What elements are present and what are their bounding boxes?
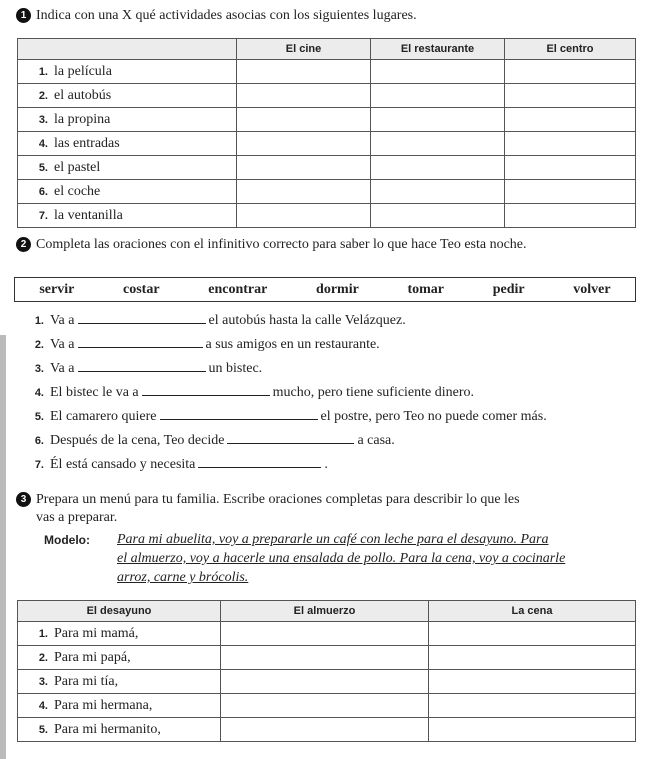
model-label: Modelo: xyxy=(44,533,90,547)
answer-cell-cena[interactable] xyxy=(429,670,636,694)
row-text: la película xyxy=(54,63,112,79)
row-number: 4. xyxy=(38,137,48,150)
sentence-end: . xyxy=(324,457,328,472)
sentence-end: a sus amigos en un restaurante. xyxy=(205,337,380,352)
row-number: 7. xyxy=(38,209,48,222)
sentence-number: 3. xyxy=(34,363,44,375)
sentence xyxy=(26,335,380,354)
table-row xyxy=(18,156,636,180)
instruction-text: Completa las oraciones con el infinitivo correcto para saber lo que hace Teo esta noche. xyxy=(36,237,527,252)
answer-cell-cine[interactable] xyxy=(237,156,371,180)
table-row xyxy=(18,180,636,204)
exercise-badge: 2 xyxy=(16,237,31,252)
activities-table xyxy=(17,38,636,228)
header-almuerzo: El almuerzo xyxy=(221,601,429,622)
row-number: 5. xyxy=(38,723,48,736)
row-label xyxy=(18,646,221,670)
row-label xyxy=(18,670,221,694)
sentence-end: el autobús hasta la calle Velázquez. xyxy=(208,313,406,328)
answer-cell-cine[interactable] xyxy=(237,204,371,228)
exercise-2-instruction xyxy=(16,236,527,254)
header-blank xyxy=(18,39,237,60)
answer-cell-cena[interactable] xyxy=(429,622,636,646)
row-number: 2. xyxy=(38,651,48,664)
sentence-start: Va a xyxy=(50,337,75,352)
answer-cell-cine[interactable] xyxy=(237,132,371,156)
answer-cell-almuerzo[interactable] xyxy=(221,718,429,742)
answer-blank[interactable] xyxy=(78,335,203,348)
answer-cell-restaurante[interactable] xyxy=(371,84,505,108)
answer-cell-cine[interactable] xyxy=(237,84,371,108)
answer-cell-almuerzo[interactable] xyxy=(221,646,429,670)
answer-cell-centro[interactable] xyxy=(505,60,636,84)
word-bank-item: dormir xyxy=(316,281,359,297)
row-text: el coche xyxy=(54,183,101,199)
answer-cell-almuerzo[interactable] xyxy=(221,670,429,694)
exercise-3-instruction xyxy=(16,491,520,509)
answer-blank[interactable] xyxy=(227,431,354,444)
exercise-badge: 1 xyxy=(16,8,31,23)
instruction-text: Prepara un menú para tu familia. Escribe oraciones completas para describir lo que les xyxy=(36,492,520,507)
page-edge-bar xyxy=(0,335,6,759)
word-bank-item: costar xyxy=(123,281,160,297)
sentence-start: El camarero quiere xyxy=(50,409,157,424)
sentence-number: 5. xyxy=(34,411,44,423)
answer-cell-centro[interactable] xyxy=(505,180,636,204)
row-text: Para mi tía, xyxy=(54,673,119,689)
row-text: la propina xyxy=(54,111,111,127)
answer-cell-centro[interactable] xyxy=(505,84,636,108)
row-label xyxy=(18,694,221,718)
sentence xyxy=(26,431,395,450)
answer-cell-cena[interactable] xyxy=(429,694,636,718)
word-bank-item: volver xyxy=(573,281,611,297)
sentence-number: 2. xyxy=(34,339,44,351)
sentence-start: Va a xyxy=(50,313,75,328)
answer-blank[interactable] xyxy=(142,383,270,396)
row-label xyxy=(18,718,221,742)
row-text: el pastel xyxy=(54,159,101,175)
row-text: Para mi mamá, xyxy=(54,625,139,641)
sentence-start: Después de la cena, Teo decide xyxy=(50,433,225,448)
model-line: arroz, carne y brócolis. xyxy=(117,570,249,585)
row-label xyxy=(18,204,237,228)
word-bank-item: encontrar xyxy=(208,281,268,297)
header-restaurante: El restaurante xyxy=(371,39,505,60)
sentence xyxy=(26,311,406,330)
sentence-end: mucho, pero tiene suficiente dinero. xyxy=(272,385,475,400)
answer-cell-restaurante[interactable] xyxy=(371,156,505,180)
table-row xyxy=(18,84,636,108)
row-label xyxy=(18,60,237,84)
word-bank-item: servir xyxy=(39,281,75,297)
row-number: 5. xyxy=(38,161,48,174)
row-number: 4. xyxy=(38,699,48,712)
answer-cell-centro[interactable] xyxy=(505,108,636,132)
instruction-text-2: vas a preparar. xyxy=(36,510,118,525)
table-row xyxy=(18,694,636,718)
answer-cell-cine[interactable] xyxy=(237,180,371,204)
answer-blank[interactable] xyxy=(198,455,321,468)
table-row xyxy=(18,108,636,132)
answer-cell-almuerzo[interactable] xyxy=(221,622,429,646)
answer-cell-almuerzo[interactable] xyxy=(221,694,429,718)
row-number: 1. xyxy=(38,627,48,640)
model-line: Para mi abuelita, voy a prepararle un café con leche para el desayuno. Para xyxy=(117,532,549,547)
row-number: 1. xyxy=(38,65,48,78)
table-row xyxy=(18,646,636,670)
word-bank-item: tomar xyxy=(407,281,445,297)
word-bank xyxy=(14,277,636,302)
row-text: Para mi hermana, xyxy=(54,697,153,713)
exercise-1-instruction xyxy=(16,7,417,25)
answer-cell-restaurante[interactable] xyxy=(371,132,505,156)
sentence xyxy=(26,407,547,426)
sentence-end: un bistec. xyxy=(208,361,263,376)
sentence-number: 1. xyxy=(34,315,44,327)
row-label xyxy=(18,180,237,204)
row-label xyxy=(18,132,237,156)
exercise-badge: 3 xyxy=(16,492,31,507)
answer-cell-cine[interactable] xyxy=(237,60,371,84)
header-cine: El cine xyxy=(237,39,371,60)
sentence-number: 6. xyxy=(34,435,44,447)
table-row xyxy=(18,204,636,228)
answer-blank[interactable] xyxy=(160,407,318,420)
header-desayuno: El desayuno xyxy=(18,601,221,622)
answer-cell-cine[interactable] xyxy=(237,108,371,132)
sentence-number: 4. xyxy=(34,387,44,399)
sentence-start: Va a xyxy=(50,361,75,376)
row-text: las entradas xyxy=(54,135,120,151)
answer-cell-centro[interactable] xyxy=(505,204,636,228)
row-number: 3. xyxy=(38,675,48,688)
instruction-text: Indica con una X qué actividades asocias con los siguientes lugares. xyxy=(36,8,417,23)
answer-blank[interactable] xyxy=(78,311,206,324)
answer-cell-restaurante[interactable] xyxy=(371,108,505,132)
answer-cell-restaurante[interactable] xyxy=(371,204,505,228)
row-text: la ventanilla xyxy=(54,207,123,223)
header-cena: La cena xyxy=(429,601,636,622)
row-label xyxy=(18,156,237,180)
answer-cell-cena[interactable] xyxy=(429,718,636,742)
table-row xyxy=(18,132,636,156)
sentence-number: 7. xyxy=(34,459,44,471)
row-number: 3. xyxy=(38,113,48,126)
row-text: el autobús xyxy=(54,87,112,103)
answer-cell-restaurante[interactable] xyxy=(371,60,505,84)
model-line: el almuerzo, voy a hacerle una ensalada de pollo. Para la cena, voy a cocinarle xyxy=(117,551,566,566)
sentence-end: a casa. xyxy=(357,433,395,448)
sentence xyxy=(26,359,262,378)
answer-cell-cena[interactable] xyxy=(429,646,636,670)
answer-cell-restaurante[interactable] xyxy=(371,180,505,204)
answer-blank[interactable] xyxy=(78,359,206,372)
sentence-end: el postre, pero Teo no puede comer más. xyxy=(320,409,547,424)
table-row xyxy=(18,670,636,694)
word-bank-item: pedir xyxy=(492,281,525,297)
row-label xyxy=(18,108,237,132)
header-centro: El centro xyxy=(505,39,636,60)
answer-cell-centro[interactable] xyxy=(505,156,636,180)
table-row xyxy=(18,718,636,742)
row-text: Para mi papá, xyxy=(54,649,131,665)
sentence-start: El bistec le va a xyxy=(50,385,139,400)
sentence xyxy=(26,455,328,474)
answer-cell-centro[interactable] xyxy=(505,132,636,156)
table-row xyxy=(18,60,636,84)
row-number: 6. xyxy=(38,185,48,198)
sentence-start: Él está cansado y necesita xyxy=(50,457,196,472)
sentence xyxy=(26,383,474,402)
menu-table xyxy=(17,600,636,742)
row-label xyxy=(18,84,237,108)
row-text: Para mi hermanito, xyxy=(54,721,161,737)
table-row xyxy=(18,622,636,646)
row-number: 2. xyxy=(38,89,48,102)
row-label xyxy=(18,622,221,646)
